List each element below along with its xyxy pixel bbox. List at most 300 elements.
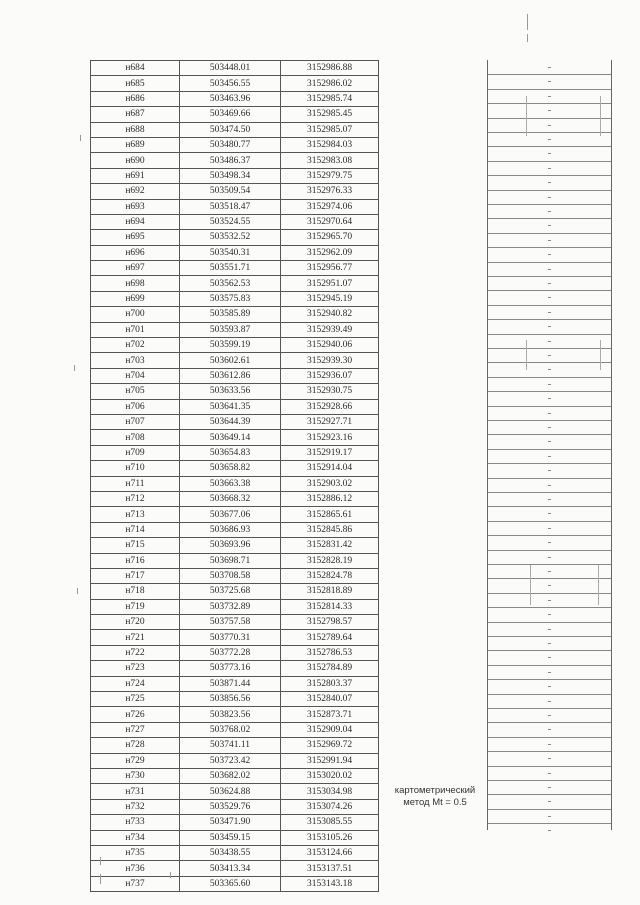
y-coordinate-cell: 3152914.04 xyxy=(281,461,379,476)
scan-mark xyxy=(100,874,101,884)
scan-mark xyxy=(598,565,599,605)
table-row xyxy=(91,168,379,183)
row-divider xyxy=(488,564,611,565)
dash-mark xyxy=(548,773,551,774)
dash-mark xyxy=(548,269,551,270)
table-row xyxy=(91,661,379,676)
y-coordinate-cell: 3152940.82 xyxy=(281,307,379,322)
dash-mark xyxy=(548,758,551,759)
x-coordinate-cell: 503677.06 xyxy=(180,507,281,522)
point-id-cell: н688 xyxy=(91,122,180,137)
y-coordinate-cell: 3152873.71 xyxy=(281,707,379,722)
table-row xyxy=(91,692,379,707)
row-divider xyxy=(488,290,611,291)
y-coordinate-cell: 3152945.19 xyxy=(281,291,379,306)
row-divider xyxy=(488,406,611,407)
row-divider xyxy=(488,492,611,493)
coordinates-table-body xyxy=(91,61,379,892)
dash-mark xyxy=(548,96,551,97)
dash-mark xyxy=(548,614,551,615)
x-coordinate-cell: 503480.77 xyxy=(180,137,281,152)
row-divider xyxy=(488,737,611,738)
row-divider xyxy=(488,521,611,522)
point-id-cell: н687 xyxy=(91,107,180,122)
x-coordinate-cell: 503686.93 xyxy=(180,522,281,537)
table-row xyxy=(91,830,379,845)
dash-mark xyxy=(548,542,551,543)
y-coordinate-cell: 3152985.74 xyxy=(281,91,379,106)
table-row xyxy=(91,307,379,322)
scan-mark xyxy=(526,96,527,136)
dash-mark xyxy=(548,441,551,442)
point-id-cell: н691 xyxy=(91,168,180,183)
point-id-cell: н726 xyxy=(91,707,180,722)
scan-mark xyxy=(77,588,78,594)
dash-mark xyxy=(548,830,551,831)
row-divider xyxy=(488,334,611,335)
y-coordinate-cell: 3152824.78 xyxy=(281,568,379,583)
y-coordinate-cell: 3152985.45 xyxy=(281,107,379,122)
y-coordinate-cell: 3152886.12 xyxy=(281,491,379,506)
scan-mark xyxy=(527,14,528,30)
y-coordinate-cell: 3152991.94 xyxy=(281,753,379,768)
point-id-cell: н727 xyxy=(91,722,180,737)
y-coordinate-cell: 3153034.98 xyxy=(281,784,379,799)
dash-mark xyxy=(548,528,551,529)
y-coordinate-cell: 3152939.49 xyxy=(281,322,379,337)
row-divider xyxy=(488,694,611,695)
y-coordinate-cell: 3152951.07 xyxy=(281,276,379,291)
point-id-cell: н706 xyxy=(91,399,180,414)
y-coordinate-cell: 3152984.03 xyxy=(281,137,379,152)
row-divider xyxy=(488,722,611,723)
y-coordinate-cell: 3152818.89 xyxy=(281,584,379,599)
y-coordinate-cell: 3152936.07 xyxy=(281,368,379,383)
dash-mark xyxy=(548,456,551,457)
y-coordinate-cell: 3152962.09 xyxy=(281,245,379,260)
x-coordinate-cell: 503668.32 xyxy=(180,491,281,506)
table-row xyxy=(91,522,379,537)
table-row xyxy=(91,276,379,291)
table-row xyxy=(91,399,379,414)
dash-mark xyxy=(548,225,551,226)
table-row xyxy=(91,137,379,152)
y-coordinate-cell: 3152986.02 xyxy=(281,76,379,91)
x-coordinate-cell: 503529.76 xyxy=(180,799,281,814)
point-id-cell: н724 xyxy=(91,676,180,691)
dash-mark xyxy=(548,125,551,126)
x-coordinate-cell: 503551.71 xyxy=(180,261,281,276)
row-divider xyxy=(488,132,611,133)
y-coordinate-cell: 3152919.17 xyxy=(281,445,379,460)
table-row xyxy=(91,876,379,891)
row-divider xyxy=(488,679,611,680)
x-coordinate-cell: 503498.34 xyxy=(180,168,281,183)
dash-mark xyxy=(548,470,551,471)
y-coordinate-cell: 3152979.75 xyxy=(281,168,379,183)
scan-mark xyxy=(600,340,601,370)
table-row xyxy=(91,599,379,614)
x-coordinate-cell: 503438.55 xyxy=(180,845,281,860)
point-id-cell: н712 xyxy=(91,491,180,506)
row-divider xyxy=(488,103,611,104)
x-coordinate-cell: 503612.86 xyxy=(180,368,281,383)
dash-mark xyxy=(548,657,551,658)
dash-mark xyxy=(548,254,551,255)
point-id-cell: н708 xyxy=(91,430,180,445)
x-coordinate-cell: 503471.90 xyxy=(180,815,281,830)
dash-mark xyxy=(548,801,551,802)
x-coordinate-cell: 503823.56 xyxy=(180,707,281,722)
scan-mark xyxy=(600,96,601,136)
y-coordinate-cell: 3152831.42 xyxy=(281,538,379,553)
dash-mark xyxy=(548,816,551,817)
y-coordinate-cell: 3152814.33 xyxy=(281,599,379,614)
point-id-cell: н718 xyxy=(91,584,180,599)
table-row xyxy=(91,553,379,568)
dash-mark xyxy=(548,729,551,730)
y-coordinate-cell: 3152784.89 xyxy=(281,661,379,676)
point-id-cell: н717 xyxy=(91,568,180,583)
row-divider xyxy=(488,204,611,205)
x-coordinate-cell: 503602.61 xyxy=(180,353,281,368)
y-coordinate-cell: 3152927.71 xyxy=(281,414,379,429)
row-divider xyxy=(488,607,611,608)
y-coordinate-cell: 3152803.37 xyxy=(281,676,379,691)
table-row xyxy=(91,414,379,429)
y-coordinate-cell: 3152923.16 xyxy=(281,430,379,445)
row-divider xyxy=(488,319,611,320)
x-coordinate-cell: 503693.96 xyxy=(180,538,281,553)
y-coordinate-cell: 3152965.70 xyxy=(281,230,379,245)
y-coordinate-cell: 3152930.75 xyxy=(281,384,379,399)
row-divider xyxy=(488,362,611,363)
dash-mark xyxy=(548,427,551,428)
table-row xyxy=(91,722,379,737)
dash-mark xyxy=(548,744,551,745)
table-row xyxy=(91,322,379,337)
x-coordinate-cell: 503365.60 xyxy=(180,876,281,891)
table-row xyxy=(91,476,379,491)
row-divider xyxy=(488,593,611,594)
table-row xyxy=(91,122,379,137)
x-coordinate-cell: 503585.89 xyxy=(180,307,281,322)
dash-mark xyxy=(548,398,551,399)
row-divider xyxy=(488,305,611,306)
table-row xyxy=(91,445,379,460)
x-coordinate-cell: 503654.83 xyxy=(180,445,281,460)
x-coordinate-cell: 503708.58 xyxy=(180,568,281,583)
y-coordinate-cell: 3152983.08 xyxy=(281,153,379,168)
row-divider xyxy=(488,391,611,392)
point-id-cell: н689 xyxy=(91,137,180,152)
point-id-cell: н716 xyxy=(91,553,180,568)
point-id-cell: н700 xyxy=(91,307,180,322)
dash-mark xyxy=(548,297,551,298)
dash-mark xyxy=(548,139,551,140)
point-id-cell: н733 xyxy=(91,815,180,830)
y-coordinate-cell: 3152840.07 xyxy=(281,692,379,707)
coordinates-table xyxy=(90,60,379,892)
row-divider xyxy=(488,780,611,781)
dash-mark xyxy=(548,67,551,68)
y-coordinate-cell: 3152789.64 xyxy=(281,630,379,645)
row-divider xyxy=(488,478,611,479)
point-id-cell: н719 xyxy=(91,599,180,614)
row-divider xyxy=(488,348,611,349)
y-coordinate-cell: 3152970.64 xyxy=(281,214,379,229)
x-coordinate-cell: 503725.68 xyxy=(180,584,281,599)
y-coordinate-cell: 3152903.02 xyxy=(281,476,379,491)
table-row xyxy=(91,568,379,583)
row-divider xyxy=(488,636,611,637)
dash-mark xyxy=(548,312,551,313)
table-row xyxy=(91,261,379,276)
table-row xyxy=(91,153,379,168)
y-coordinate-cell: 3152845.86 xyxy=(281,522,379,537)
y-coordinate-cell: 3152974.06 xyxy=(281,199,379,214)
row-divider xyxy=(488,377,611,378)
table-row xyxy=(91,199,379,214)
point-id-cell: н711 xyxy=(91,476,180,491)
y-coordinate-cell: 3152976.33 xyxy=(281,184,379,199)
scan-mark xyxy=(100,857,101,865)
point-id-cell: н707 xyxy=(91,414,180,429)
table-row xyxy=(91,861,379,876)
x-coordinate-cell: 503633.56 xyxy=(180,384,281,399)
dash-mark xyxy=(548,643,551,644)
table-row xyxy=(91,784,379,799)
row-divider xyxy=(488,276,611,277)
x-coordinate-cell: 503757.58 xyxy=(180,615,281,630)
table-row xyxy=(91,753,379,768)
dash-mark xyxy=(548,413,551,414)
scan-mark xyxy=(527,34,528,42)
row-divider xyxy=(488,449,611,450)
table-row xyxy=(91,291,379,306)
point-id-cell: н698 xyxy=(91,276,180,291)
point-id-cell: н723 xyxy=(91,661,180,676)
row-divider xyxy=(488,262,611,263)
dash-mark xyxy=(548,182,551,183)
point-id-cell: н730 xyxy=(91,768,180,783)
point-id-cell: н703 xyxy=(91,353,180,368)
table-row xyxy=(91,815,379,830)
point-id-cell: н728 xyxy=(91,738,180,753)
method-accuracy: метод Mt = 0.5 xyxy=(403,797,467,808)
dash-mark xyxy=(548,384,551,385)
row-divider xyxy=(488,247,611,248)
x-coordinate-cell: 503486.37 xyxy=(180,153,281,168)
dash-mark xyxy=(548,110,551,111)
x-coordinate-cell: 503741.11 xyxy=(180,738,281,753)
point-id-cell: н694 xyxy=(91,214,180,229)
dash-mark xyxy=(548,369,551,370)
point-id-cell: н710 xyxy=(91,461,180,476)
x-coordinate-cell: 503624.88 xyxy=(180,784,281,799)
table-row xyxy=(91,538,379,553)
dash-mark xyxy=(548,629,551,630)
x-coordinate-cell: 503723.42 xyxy=(180,753,281,768)
dash-mark xyxy=(548,355,551,356)
x-coordinate-cell: 503773.16 xyxy=(180,661,281,676)
dash-mark xyxy=(548,513,551,514)
row-divider xyxy=(488,161,611,162)
row-divider xyxy=(488,622,611,623)
table-row xyxy=(91,738,379,753)
dash-mark xyxy=(548,557,551,558)
point-id-cell: н693 xyxy=(91,199,180,214)
x-coordinate-cell: 503518.47 xyxy=(180,199,281,214)
point-id-cell: н685 xyxy=(91,76,180,91)
row-divider xyxy=(488,650,611,651)
point-id-cell: н715 xyxy=(91,538,180,553)
x-coordinate-cell: 503509.54 xyxy=(180,184,281,199)
x-coordinate-cell: 503575.83 xyxy=(180,291,281,306)
x-coordinate-cell: 503641.35 xyxy=(180,399,281,414)
x-coordinate-cell: 503698.71 xyxy=(180,553,281,568)
x-coordinate-cell: 503732.89 xyxy=(180,599,281,614)
point-id-cell: н684 xyxy=(91,61,180,76)
y-coordinate-cell: 3152909.04 xyxy=(281,722,379,737)
row-divider xyxy=(488,118,611,119)
row-divider xyxy=(488,535,611,536)
point-id-cell: н695 xyxy=(91,230,180,245)
point-id-cell: н720 xyxy=(91,615,180,630)
table-row xyxy=(91,384,379,399)
method-name: картометрический xyxy=(394,785,476,796)
row-divider xyxy=(488,218,611,219)
dash-mark xyxy=(548,197,551,198)
row-divider xyxy=(488,175,611,176)
dash-mark xyxy=(548,153,551,154)
x-coordinate-cell: 503644.39 xyxy=(180,414,281,429)
x-coordinate-cell: 503599.19 xyxy=(180,338,281,353)
dash-mark xyxy=(548,672,551,673)
x-coordinate-cell: 503413.34 xyxy=(180,861,281,876)
y-coordinate-cell: 3152986.88 xyxy=(281,61,379,76)
y-coordinate-cell: 3152940.06 xyxy=(281,338,379,353)
x-coordinate-cell: 503562.53 xyxy=(180,276,281,291)
point-id-cell: н721 xyxy=(91,630,180,645)
point-id-cell: н737 xyxy=(91,876,180,891)
y-coordinate-cell: 3153085.55 xyxy=(281,815,379,830)
x-coordinate-cell: 503459.15 xyxy=(180,830,281,845)
y-coordinate-cell: 3152985.07 xyxy=(281,122,379,137)
point-id-cell: н709 xyxy=(91,445,180,460)
table-row xyxy=(91,353,379,368)
table-row xyxy=(91,645,379,660)
y-coordinate-cell: 3153020.02 xyxy=(281,768,379,783)
row-divider xyxy=(488,794,611,795)
row-divider xyxy=(488,766,611,767)
row-divider xyxy=(488,578,611,579)
table-row xyxy=(91,707,379,722)
table-row xyxy=(91,768,379,783)
x-coordinate-cell: 503524.55 xyxy=(180,214,281,229)
table-row xyxy=(91,245,379,260)
y-coordinate-cell: 3152969.72 xyxy=(281,738,379,753)
x-coordinate-cell: 503682.02 xyxy=(180,768,281,783)
point-id-cell: н736 xyxy=(91,861,180,876)
y-coordinate-cell: 3153124.66 xyxy=(281,845,379,860)
table-row xyxy=(91,91,379,106)
y-coordinate-cell: 3152956.77 xyxy=(281,261,379,276)
dash-mark xyxy=(548,600,551,601)
x-coordinate-cell: 503448.01 xyxy=(180,61,281,76)
point-id-cell: н735 xyxy=(91,845,180,860)
method-note xyxy=(380,785,490,809)
x-coordinate-cell: 503856.56 xyxy=(180,692,281,707)
x-coordinate-cell: 503663.38 xyxy=(180,476,281,491)
row-divider xyxy=(488,190,611,191)
table-row xyxy=(91,338,379,353)
row-divider xyxy=(488,74,611,75)
dash-mark xyxy=(548,326,551,327)
table-row xyxy=(91,845,379,860)
dash-mark xyxy=(548,499,551,500)
x-coordinate-cell: 503871.44 xyxy=(180,676,281,691)
table-row xyxy=(91,76,379,91)
row-divider xyxy=(488,434,611,435)
y-coordinate-cell: 3153074.26 xyxy=(281,799,379,814)
x-coordinate-cell: 503532.52 xyxy=(180,230,281,245)
dash-mark xyxy=(548,283,551,284)
row-divider xyxy=(488,809,611,810)
point-id-cell: н714 xyxy=(91,522,180,537)
y-coordinate-cell: 3152798.57 xyxy=(281,615,379,630)
y-coordinate-cell: 3152828.19 xyxy=(281,553,379,568)
x-coordinate-cell: 503463.96 xyxy=(180,91,281,106)
y-coordinate-cell: 3152939.30 xyxy=(281,353,379,368)
table-row xyxy=(91,507,379,522)
y-coordinate-cell: 3152928.66 xyxy=(281,399,379,414)
point-id-cell: н699 xyxy=(91,291,180,306)
table-row xyxy=(91,491,379,506)
dash-mark xyxy=(548,787,551,788)
x-coordinate-cell: 503474.50 xyxy=(180,122,281,137)
table-row xyxy=(91,630,379,645)
table-row xyxy=(91,584,379,599)
point-id-cell: н697 xyxy=(91,261,180,276)
scan-mark xyxy=(526,340,527,370)
point-id-cell: н713 xyxy=(91,507,180,522)
x-coordinate-cell: 503469.66 xyxy=(180,107,281,122)
row-divider xyxy=(488,146,611,147)
table-row xyxy=(91,799,379,814)
dash-mark xyxy=(548,485,551,486)
point-id-cell: н692 xyxy=(91,184,180,199)
x-coordinate-cell: 503772.28 xyxy=(180,645,281,660)
x-coordinate-cell: 503658.82 xyxy=(180,461,281,476)
point-id-cell: н725 xyxy=(91,692,180,707)
row-divider xyxy=(488,751,611,752)
point-id-cell: н722 xyxy=(91,645,180,660)
row-divider xyxy=(488,708,611,709)
row-divider xyxy=(488,823,611,824)
table-row xyxy=(91,676,379,691)
table-row xyxy=(91,214,379,229)
point-id-cell: н705 xyxy=(91,384,180,399)
table-row xyxy=(91,430,379,445)
point-id-cell: н704 xyxy=(91,368,180,383)
y-coordinate-cell: 3153137.51 xyxy=(281,861,379,876)
y-coordinate-cell: 3152786.53 xyxy=(281,645,379,660)
x-coordinate-cell: 503770.31 xyxy=(180,630,281,645)
dash-mark xyxy=(548,211,551,212)
row-divider xyxy=(488,89,611,90)
table-row xyxy=(91,61,379,76)
